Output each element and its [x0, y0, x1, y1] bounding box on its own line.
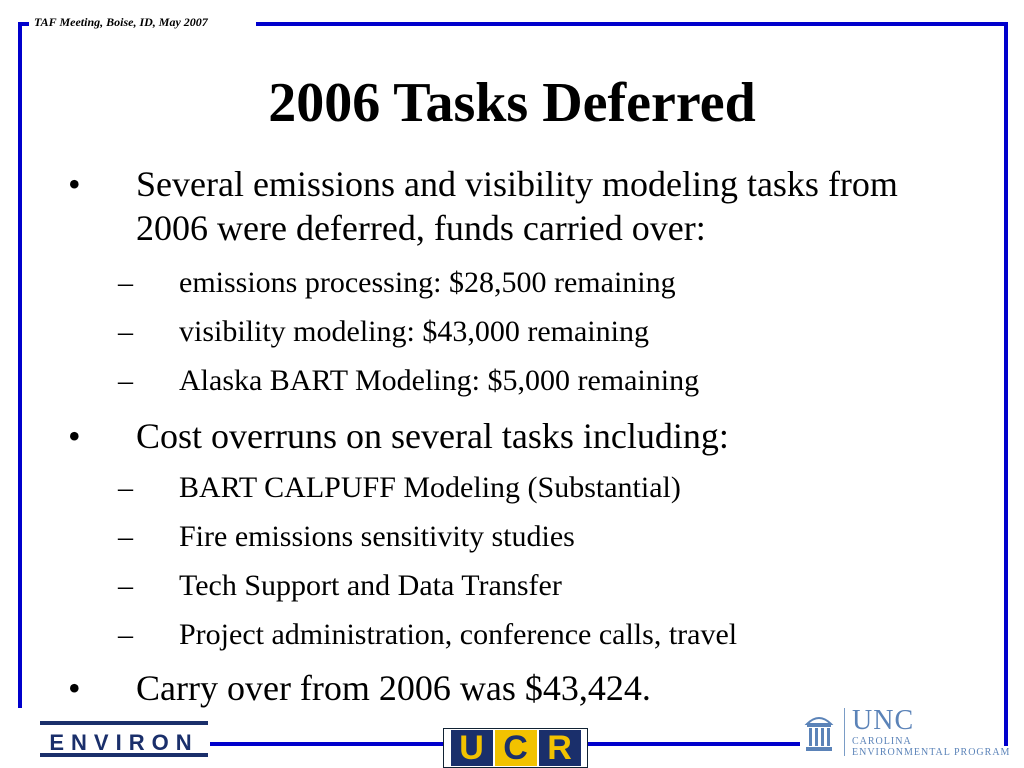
sub-bullet-marker: – — [118, 618, 133, 651]
ucr-logo — [443, 728, 588, 768]
environ-logo-text: ENVIRON — [49, 730, 199, 755]
slide-title: 2006 Tasks Deferred — [268, 72, 756, 134]
bullet-marker: • — [68, 164, 81, 204]
bullet-item — [68, 162, 936, 250]
sub-bullet-text: Alaska BART Modeling: $5,000 remaining — [179, 364, 700, 397]
ucr-letter-u: U — [451, 730, 493, 766]
slide-frame-top-right — [256, 22, 1008, 26]
sub-bullet-marker: – — [118, 520, 133, 553]
sub-bullet-marker: – — [118, 266, 133, 299]
bullet-text: Carry over from 2006 was $43,424. — [136, 668, 651, 708]
unc-logo — [804, 705, 1011, 758]
ucr-letter-c: C — [495, 730, 537, 766]
sub-bullet-item — [118, 617, 737, 653]
sub-bullet-marker: – — [118, 315, 133, 348]
sub-bullet-text: visibility modeling: $43,000 remaining — [179, 315, 649, 348]
sub-bullet-item — [118, 568, 562, 604]
sub-bullet-text: Fire emissions sensitivity studies — [179, 520, 575, 553]
bullet-text: Cost overruns on several tasks including: — [136, 416, 729, 456]
unc-logo-text: UNC — [852, 705, 915, 736]
sub-bullet-item — [118, 519, 575, 555]
sub-bullet-marker: – — [118, 471, 133, 504]
bullet-item — [68, 414, 936, 458]
slide-frame-bottom-right — [588, 742, 800, 746]
sub-bullet-item — [118, 363, 699, 399]
old-well-icon — [804, 710, 834, 754]
sub-bullet-marker: – — [118, 569, 133, 602]
sub-bullet-text: Project administration, conference calls, travel — [179, 618, 738, 651]
environ-logo — [40, 721, 208, 758]
sub-bullet-marker: – — [118, 364, 133, 397]
sub-bullet-item — [118, 314, 649, 350]
bullet-marker: • — [68, 668, 81, 708]
sub-bullet-text: emissions processing: $28,500 remaining — [179, 266, 676, 299]
sub-bullet-text: Tech Support and Data Transfer — [179, 569, 562, 602]
sub-bullet-text: BART CALPUFF Modeling (Substantial) — [179, 471, 681, 504]
header-note: TAF Meeting, Boise, ID, May 2007 — [34, 15, 208, 29]
bullet-text: Several emissions and visibility modeling tasks from 2006 were deferred, funds carried over: — [136, 164, 898, 248]
sub-bullet-item — [118, 470, 681, 506]
ucr-letter-r: R — [539, 730, 581, 766]
unc-logo-subtitle-2: ENVIRONMENTAL PROGRAM — [852, 747, 1011, 758]
unc-logo-separator — [844, 708, 845, 756]
slide-frame-bottom-middle — [210, 742, 444, 746]
bullet-marker: • — [68, 416, 81, 456]
sub-bullet-item — [118, 265, 676, 301]
unc-logo-subtitle: CAROLINA — [852, 736, 912, 747]
bullet-item — [68, 666, 936, 710]
